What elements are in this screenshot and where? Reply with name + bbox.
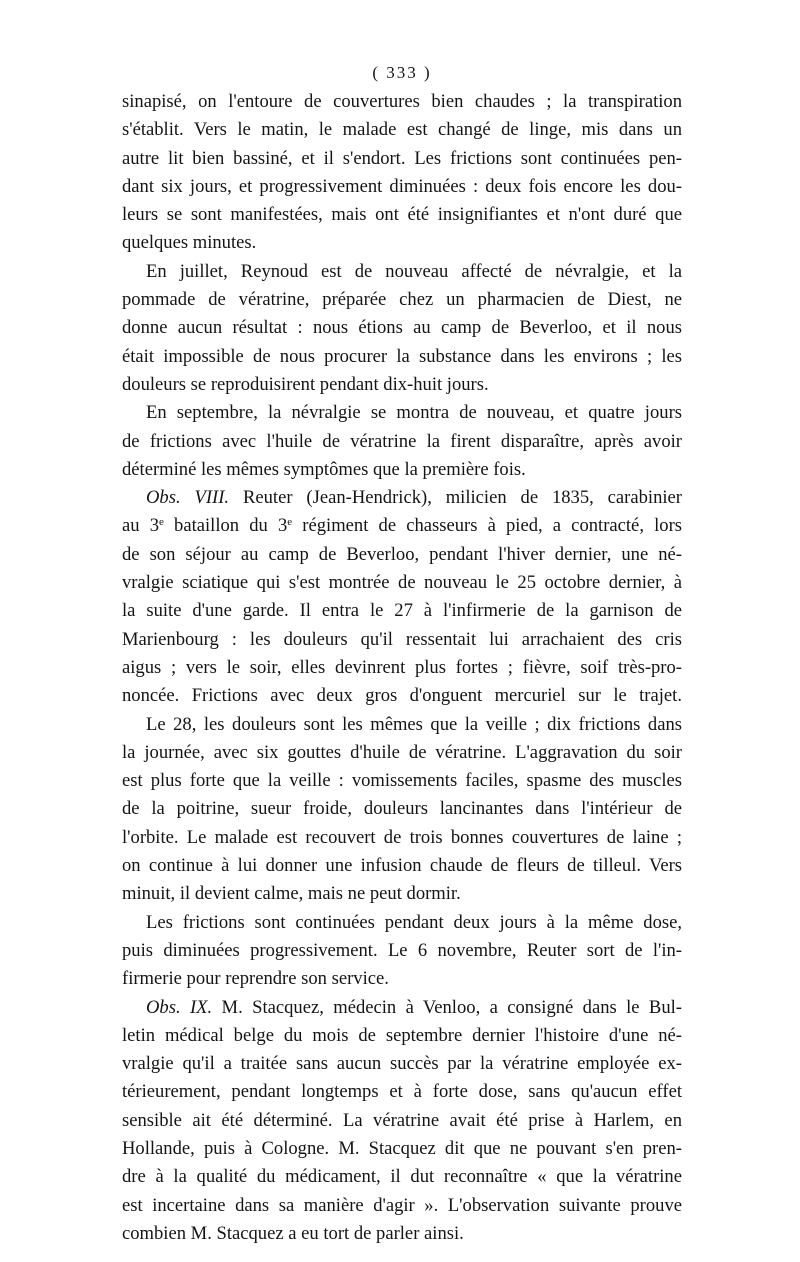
text-line	[122, 824, 682, 852]
text-segment: M. Stacquez, médecin à Venloo, a consigné dans le Bul-	[212, 996, 682, 1018]
text-line	[122, 909, 682, 937]
text-line	[122, 484, 682, 512]
text-line	[122, 258, 682, 286]
text-segment: pommade de vératrine, préparée chez un pharmacien de Diest, ne	[122, 289, 682, 311]
text-line	[122, 456, 682, 484]
text-segment: au 3	[122, 515, 159, 537]
text-line	[122, 654, 682, 682]
text-line	[122, 994, 682, 1022]
text-line	[122, 880, 682, 908]
text-line	[122, 852, 682, 880]
text-segment: quelques minutes.	[122, 232, 257, 254]
text-line	[122, 965, 682, 993]
text-segment: était impossible de nous procurer la substance dans les environs ; les	[122, 345, 682, 367]
text-line	[122, 201, 682, 229]
text-line	[122, 88, 682, 116]
text-line	[122, 1050, 682, 1078]
text-segment: letin médical belge du mois de septembre dernier l'histoire d'une né-	[122, 1024, 682, 1046]
text-segment: sinapisé, on l'entoure de couvertures bien chaudes ; la transpiration	[122, 91, 682, 112]
observation-label: Obs. VIII.	[146, 487, 230, 509]
text-segment: la journée, avec six gouttes d'huile de vératrine. L'aggravation du soir	[122, 741, 682, 763]
text-segment: Marienbourg : les douleurs qu'il ressentait lui arrachaient des cris	[122, 628, 682, 650]
text-line	[122, 541, 682, 569]
text-segment: minuit, il devient calme, mais ne peut dormir.	[122, 883, 461, 905]
text-segment: leurs se sont manifestées, mais ont été insignifiantes et n'ont duré que	[122, 204, 682, 226]
text-line	[122, 767, 682, 795]
text-line	[122, 1192, 682, 1220]
text-line	[122, 597, 682, 625]
page-number: ( 333 )	[372, 63, 432, 82]
text-segment: Hollande, puis à Cologne. M. Stacquez dit que ne pouvant s'en pren-	[122, 1137, 682, 1159]
text-line	[122, 1220, 682, 1248]
text-segment: de frictions avec l'huile de vératrine la firent disparaître, après avoir	[122, 430, 682, 452]
text-line	[122, 229, 682, 257]
text-segment: dant six jours, et progressivement diminuées : deux fois encore les dou-	[122, 175, 682, 197]
text-segment: puis diminuées progressivement. Le 6 novembre, Reuter sort de l'in-	[122, 939, 682, 961]
text-segment: térieurement, pendant longtemps et à forte dose, sans qu'aucun effet	[122, 1081, 682, 1103]
superscript: e	[287, 516, 293, 529]
text-line	[122, 711, 682, 739]
text-line	[122, 343, 682, 371]
text-line	[122, 569, 682, 597]
text-line	[122, 795, 682, 823]
text-segment: dre à la qualité du médicament, il dut reconnaître « que la vératrine	[122, 1166, 682, 1188]
text-segment: de la poitrine, sueur froide, douleurs lancinantes dans l'intérieur de	[122, 798, 682, 820]
text-line	[122, 116, 682, 144]
text-line	[122, 145, 682, 173]
text-segment: on continue à lui donner une infusion chaude de fleurs de tilleul. Vers	[122, 855, 682, 877]
text-segment: est plus forte que la veille : vomissements faciles, spasme des muscles	[122, 770, 682, 792]
superscript: e	[159, 516, 164, 529]
text-segment: noncée. Frictions avec deux gros d'onguent mercuriel sur le trajet.	[122, 685, 682, 707]
text-line	[122, 1078, 682, 1106]
text-segment: vralgie sciatique qui s'est montrée de nouveau le 25 octobre dernier, à	[122, 572, 682, 594]
text-line	[122, 173, 682, 201]
text-segment: s'établit. Vers le matin, le malade est changé de linge, mis dans un	[122, 119, 682, 141]
text-line	[122, 371, 682, 399]
book-page	[122, 62, 682, 1248]
text-segment: sensible ait été déterminé. La vératrine avait été prise à Harlem, en	[122, 1109, 682, 1131]
text-segment: la suite d'une garde. Il entra le 27 à l'infirmerie de la garnison de	[122, 600, 682, 622]
text-segment: l'orbite. Le malade est recouvert de trois bonnes couvertures de laine ;	[122, 826, 682, 848]
text-segment: autre lit bien bassiné, et il s'endort. Les frictions sont continuées pen-	[122, 147, 682, 169]
text-segment: bataillon du 3	[163, 515, 288, 537]
text-segment: Le 28, les douleurs sont les mêmes que la veille ; dix frictions dans	[146, 713, 682, 735]
text-segment: est incertaine dans sa manière d'agir ». L'observation suivante prouve	[122, 1194, 682, 1216]
text-segment: douleurs se reproduisirent pendant dix-huit jours.	[122, 373, 489, 395]
text-line	[122, 314, 682, 342]
text-segment: aigus ; vers le soir, elles devinrent plus fortes ; fièvre, soif très-pro-	[122, 656, 682, 678]
text-line	[122, 1022, 682, 1050]
text-line	[122, 512, 682, 540]
text-segment: de son séjour au camp de Beverloo, pendant l'hiver dernier, une né-	[122, 543, 682, 565]
text-segment: donne aucun résultat : nous étions au camp de Beverloo, et il nous	[122, 317, 682, 339]
text-segment: vralgie qu'il a traitée sans aucun succès par la vératrine employée ex-	[122, 1053, 682, 1075]
text-line	[122, 428, 682, 456]
text-segment: firmerie pour reprendre son service.	[122, 968, 389, 990]
text-line	[122, 399, 682, 427]
body-text	[122, 88, 682, 1248]
text-line	[122, 739, 682, 767]
text-line	[122, 286, 682, 314]
text-segment: déterminé les mêmes symptômes que la première fois.	[122, 458, 526, 480]
text-segment: Les frictions sont continuées pendant deux jours à la même dose,	[146, 911, 682, 933]
text-line	[122, 626, 682, 654]
text-segment: En septembre, la névralgie se montra de nouveau, et quatre jours	[146, 402, 682, 424]
observation-label: Obs. IX.	[146, 996, 213, 1018]
text-line	[122, 937, 682, 965]
text-segment: régiment de chasseurs à pied, a contracté, lors	[292, 515, 682, 537]
text-segment: En juillet, Reynoud est de nouveau affecté de névralgie, et la	[146, 260, 682, 282]
text-segment: combien M. Stacquez a eu tort de parler ainsi.	[122, 1222, 464, 1244]
text-line	[122, 1163, 682, 1191]
text-segment: Reuter (Jean-Hendrick), milicien de 1835, carabinier	[229, 487, 682, 509]
text-line	[122, 1135, 682, 1163]
text-line	[122, 1107, 682, 1135]
text-line	[122, 682, 682, 710]
